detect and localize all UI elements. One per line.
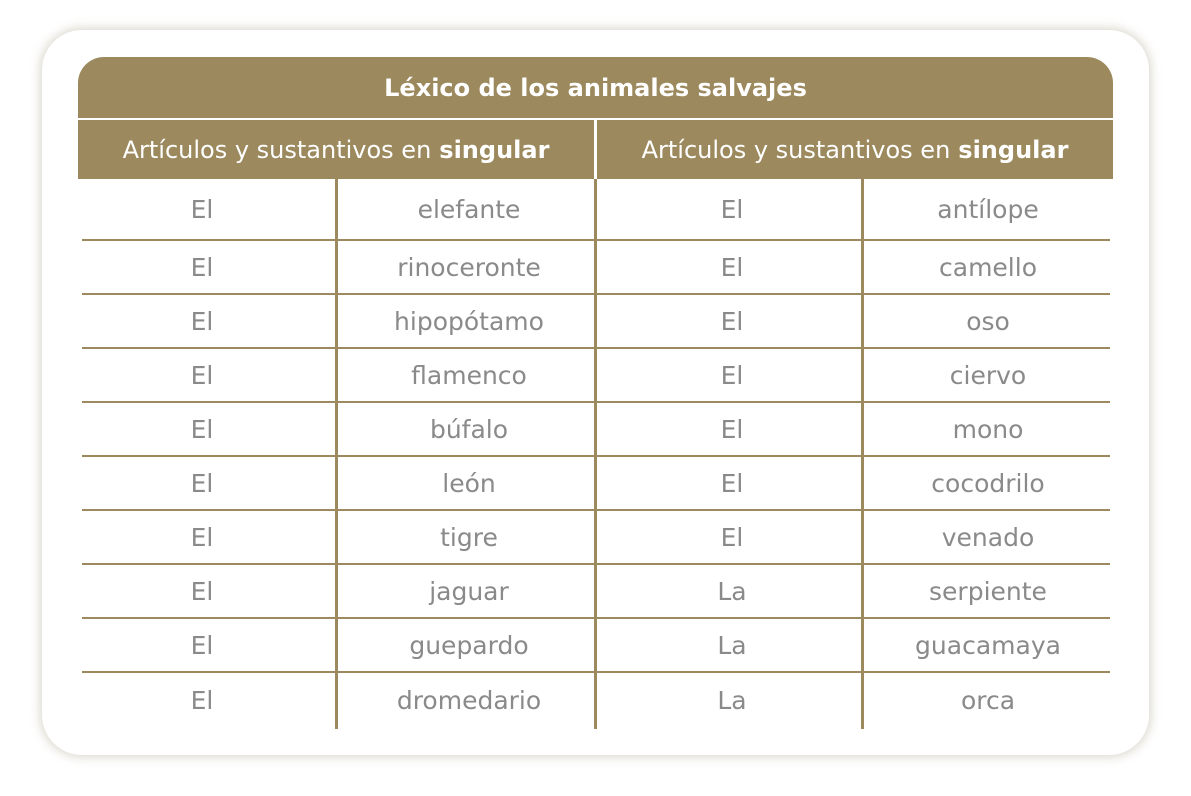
table-row (82, 457, 1110, 511)
column-group-header-right (597, 120, 1113, 179)
cell-noun-right: venado (941, 522, 1035, 552)
cell-noun-left: elefante (417, 194, 521, 224)
cell-noun-left: búfalo (429, 414, 509, 444)
cell-noun-left: hipopótamo (394, 306, 544, 336)
table-row (82, 349, 1110, 403)
cell-article-left: El (190, 576, 214, 606)
cell-noun-left: rinoceronte (397, 252, 541, 282)
cell-noun-right: oso (966, 306, 1010, 336)
cell-article-right: La (717, 630, 747, 660)
vocabulary-card (42, 30, 1149, 755)
cell-article-left: El (190, 630, 214, 660)
table-title-text: Léxico de los animales salvajes (384, 73, 807, 102)
cell-noun-right: camello (939, 252, 1037, 282)
cell-article-left: El (190, 468, 214, 498)
cell-article-left: El (190, 685, 214, 715)
cell-article-right: El (720, 468, 744, 498)
cell-noun-right: serpiente (929, 576, 1047, 606)
cell-article-right: El (720, 194, 744, 224)
cell-article-left: El (190, 522, 214, 552)
vocabulary-table (78, 57, 1113, 729)
cell-article-left: El (190, 306, 214, 336)
cell-noun-right: antílope (937, 194, 1039, 224)
column-group-header-left (78, 120, 594, 179)
cell-article-right: La (717, 685, 747, 715)
table-row (82, 673, 1110, 727)
cell-noun-right: ciervo (949, 360, 1027, 390)
table-row (82, 511, 1110, 565)
cell-article-right: El (720, 414, 744, 444)
column-group-header-left-bold: singular (439, 135, 550, 164)
column-group-header-right-prefix: Artículos y sustantivos en (641, 135, 951, 164)
cell-article-right: El (720, 306, 744, 336)
cell-noun-left: jaguar (429, 576, 509, 606)
column-group-header-left-prefix: Artículos y sustantivos en (122, 135, 432, 164)
cell-article-left: El (190, 194, 214, 224)
table-row (82, 565, 1110, 619)
cell-noun-left: flamenco (411, 360, 527, 390)
cell-article-left: El (190, 252, 214, 282)
cell-article-right: El (720, 522, 744, 552)
cell-article-right: La (717, 576, 747, 606)
table-row (82, 403, 1110, 457)
table-row (82, 295, 1110, 349)
cell-noun-right: mono (952, 414, 1024, 444)
cell-article-left: El (190, 360, 214, 390)
cell-article-right: El (720, 252, 744, 282)
cell-article-right: El (720, 360, 744, 390)
cell-article-left: El (190, 414, 214, 444)
cell-noun-left: guepardo (409, 630, 529, 660)
table-row (82, 619, 1110, 673)
column-group-header-right-bold: singular (958, 135, 1069, 164)
cell-noun-right: orca (960, 685, 1016, 715)
cell-noun-right: cocodrilo (931, 468, 1045, 498)
cell-noun-right: guacamaya (915, 630, 1061, 660)
table-body (82, 179, 1110, 727)
cell-noun-left: tigre (440, 522, 498, 552)
cell-noun-left: dromedario (396, 685, 542, 715)
cell-noun-left: león (442, 468, 496, 498)
table-row (82, 241, 1110, 295)
table-row (82, 179, 1110, 241)
table-title (78, 57, 1113, 118)
